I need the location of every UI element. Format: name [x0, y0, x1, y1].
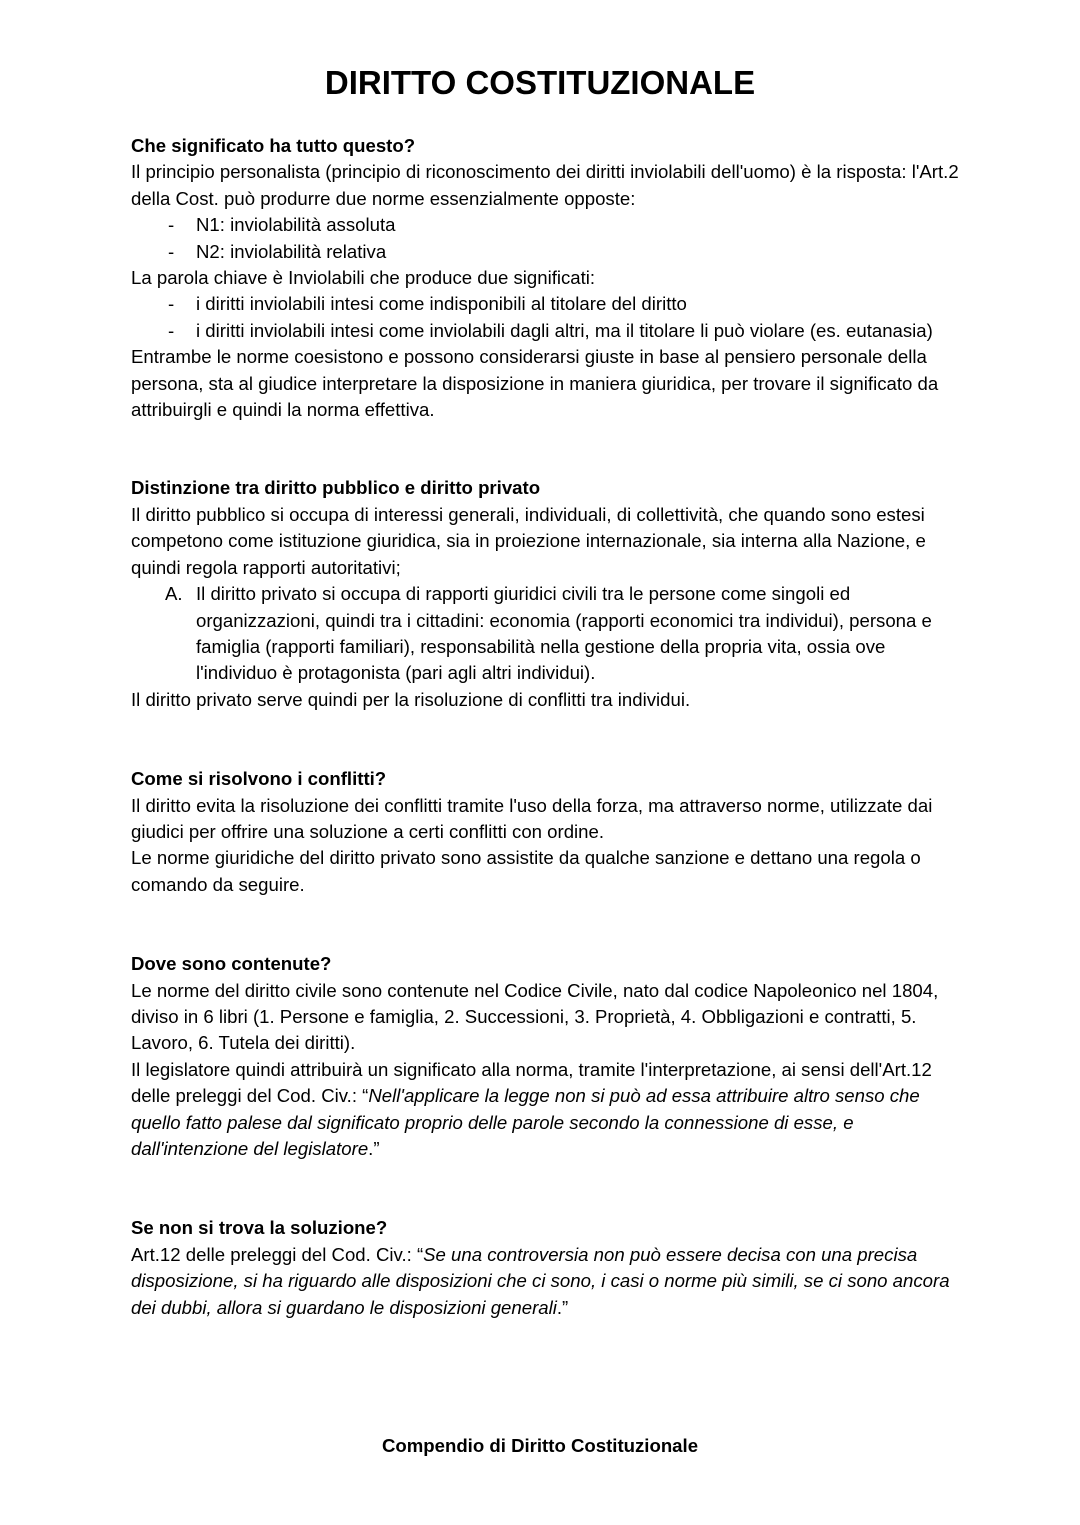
- paragraph: Le norme giuridiche del diritto privato sono assistite da qualche sanzione e dettano una regola o comando da seguire.: [131, 847, 921, 895]
- section-conflitti: [131, 766, 961, 898]
- list-item: - N2: inviolabilità relativa: [131, 239, 961, 265]
- document-title: DIRITTO COSTITUZIONALE: [324, 64, 756, 101]
- paragraph: Il diritto evita la risoluzione dei conflitti tramite l'uso della forza, ma attraverso norme, utilizzate dai giudici per offrire una soluzione a certi conflitti con ordine.: [131, 794, 933, 842]
- quote-end: .”: [368, 1138, 380, 1159]
- section-heading: Dove sono contenute?: [131, 953, 332, 975]
- paragraph: Il principio personalista (principio di riconoscimento dei diritti inviolabili dell'uomo) è la risposta: l'Art.2 della Cost. può produrre due norme essenzialmente opposte:: [131, 161, 959, 209]
- list-item: - N1: inviolabilità assoluta: [131, 212, 961, 238]
- list-item: - i diritti inviolabili intesi come indisponibili al titolare del diritto: [131, 291, 961, 317]
- document-body: [131, 133, 961, 1321]
- document-footer: Compendio di Diritto Costituzionale: [381, 1435, 699, 1456]
- list-item: - i diritti inviolabili intesi come inviolabili dagli altri, ma il titolare li può violare (es. eutanasia): [131, 318, 961, 344]
- paragraph-text: Il legislatore quindi attribuirà un significato alla norma, tramite l'interpretazione, ai sensi dell'Art.12 delle preleggi del Cod. Civ.: “: [131, 1058, 932, 1107]
- section-heading: Distinzione tra diritto pubblico e diritto privato: [131, 477, 541, 499]
- paragraph: [131, 1057, 961, 1163]
- section-dove-contenute: [131, 951, 961, 1162]
- section-diritto-pubblico-privato: [131, 475, 961, 713]
- list-item-text: Il diritto privato si occupa di rapporti giuridici civili tra le persone come singoli ed organizzazioni, quindi tra i cittadini: economia (rapporti economici tra individui), persona e famiglia (rapporti familiari), responsabilità nella gestione della propria vita, ossia ove l'individuo è protagonista (pari agli altri individui).: [196, 583, 932, 684]
- section-heading: Se non si trova la soluzione?: [131, 1217, 388, 1239]
- paragraph: La parola chiave è Inviolabili che produce due significati:: [131, 267, 596, 289]
- section-significato: [131, 133, 961, 423]
- quote-text: Se una controversia non può essere decisa con una precisa disposizione, si ha riguardo alle disposizioni che ci sono, i casi o norme più simili, se ci sono ancora dei dubbi, allora si guardano le disposizioni generali: [131, 1243, 950, 1318]
- dash-list: [131, 212, 961, 265]
- paragraph: Il diritto pubblico si occupa di interessi generali, individuali, di collettività, che quando sono estesi competono come istituzione giuridica, sia in proiezione internazionale, sia interna alla Nazione, e quindi regola rapporti autoritativi;: [131, 503, 926, 578]
- paragraph-text: Art.12 delle preleggi del Cod. Civ.: “: [131, 1243, 424, 1265]
- quote-end: .”: [556, 1296, 569, 1318]
- quote-text: Nell'applicare la legge non si può ad essa attribuire altro senso che quello fatto palese dal significato proprio delle parole secondo la connessione di esse, e dall'intenzione del legislatore: [131, 1085, 920, 1159]
- list-marker: A.: [165, 583, 183, 605]
- section-soluzione: [131, 1215, 961, 1321]
- section-heading: Come si risolvono i conflitti?: [131, 768, 387, 790]
- paragraph: Le norme del diritto civile sono contenute nel Codice Civile, nato dal codice Napoleonico nel 1804, diviso in 6 libri (1. Persone e famiglia, 2. Successioni, 3. Proprietà, 4. Obbligazioni e contratti, 5. Lavoro, 6. Tutela dei diritti).: [131, 979, 939, 1054]
- list-item: [131, 581, 961, 687]
- lettered-list: [131, 581, 961, 687]
- paragraph: Il diritto privato serve quindi per la risoluzione di conflitti tra individui.: [131, 688, 691, 710]
- paragraph: [131, 1242, 961, 1321]
- paragraph: Entrambe le norme coesistono e possono considerarsi giuste in base al pensiero personale della persona, sta al giudice interpretare la disposizione in maniera giuridica, per trovare il significato da attribuirgli e quindi la norma effettiva.: [131, 346, 939, 421]
- section-heading: Che significato ha tutto questo?: [131, 135, 416, 156]
- dash-list: [131, 291, 961, 344]
